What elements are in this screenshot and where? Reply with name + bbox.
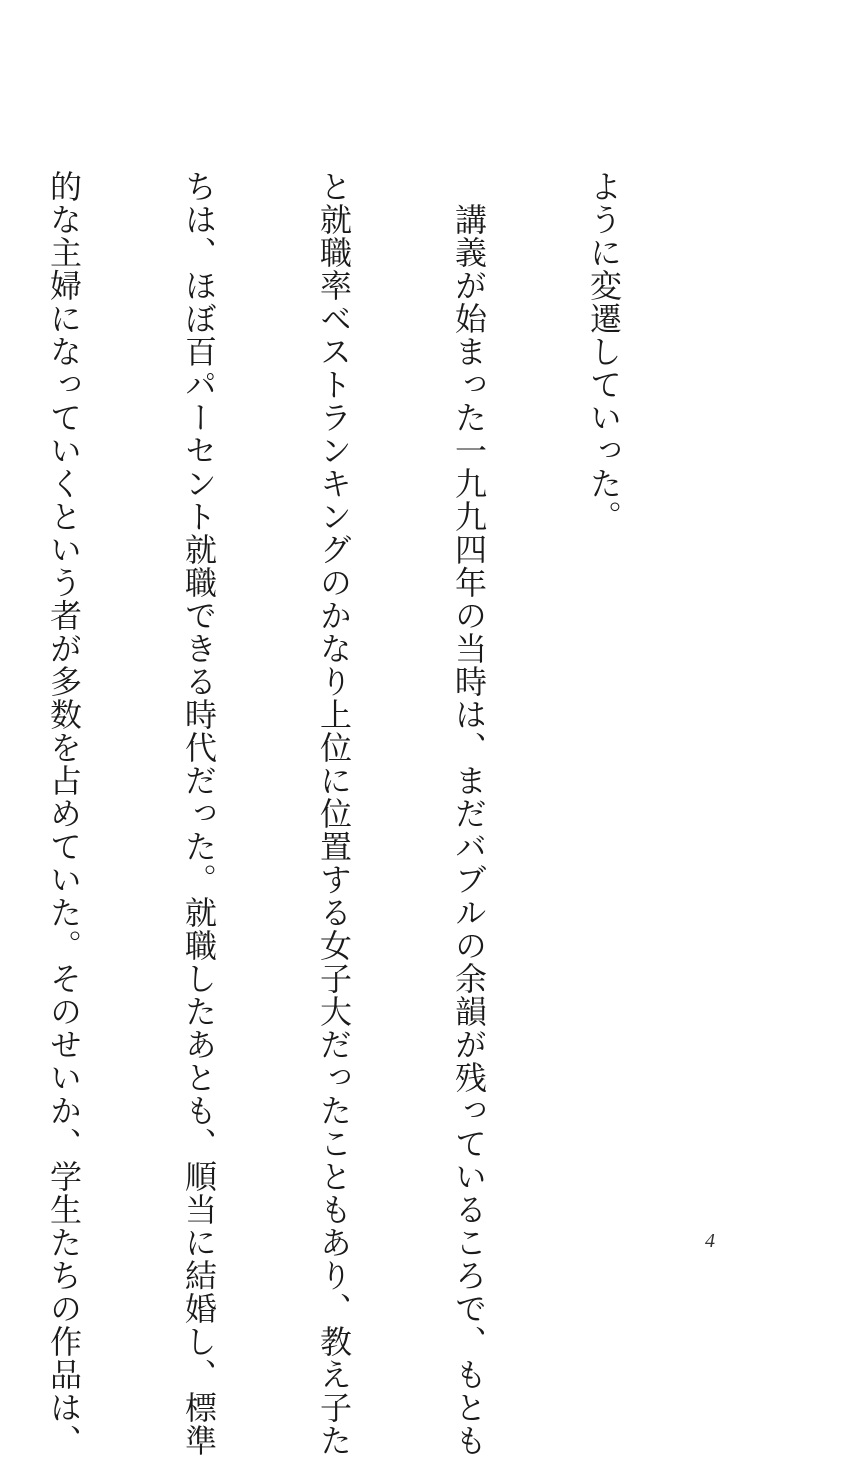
page-number: 4 [705, 1230, 715, 1252]
text-line: 講義が始まった一九九四年の当時は、まだバブルの余韻が残っているころで、もとも [450, 170, 488, 1457]
text-line: 的な主婦になっていくという者が多数を占めていた。そのせいか、学生たちの作品は、 [45, 170, 83, 1457]
text-line: ように変遷していった。 [585, 170, 623, 533]
vertical-text-body [45, 170, 716, 1457]
text-line: と就職率ベストランキングのかなり上位に位置する女子大だったこともあり、教え子た [315, 170, 353, 1457]
text-line: ちは、ほぼ百パーセント就職できる時代だった。就職したあとも、順当に結婚し、標準 [180, 170, 218, 1457]
